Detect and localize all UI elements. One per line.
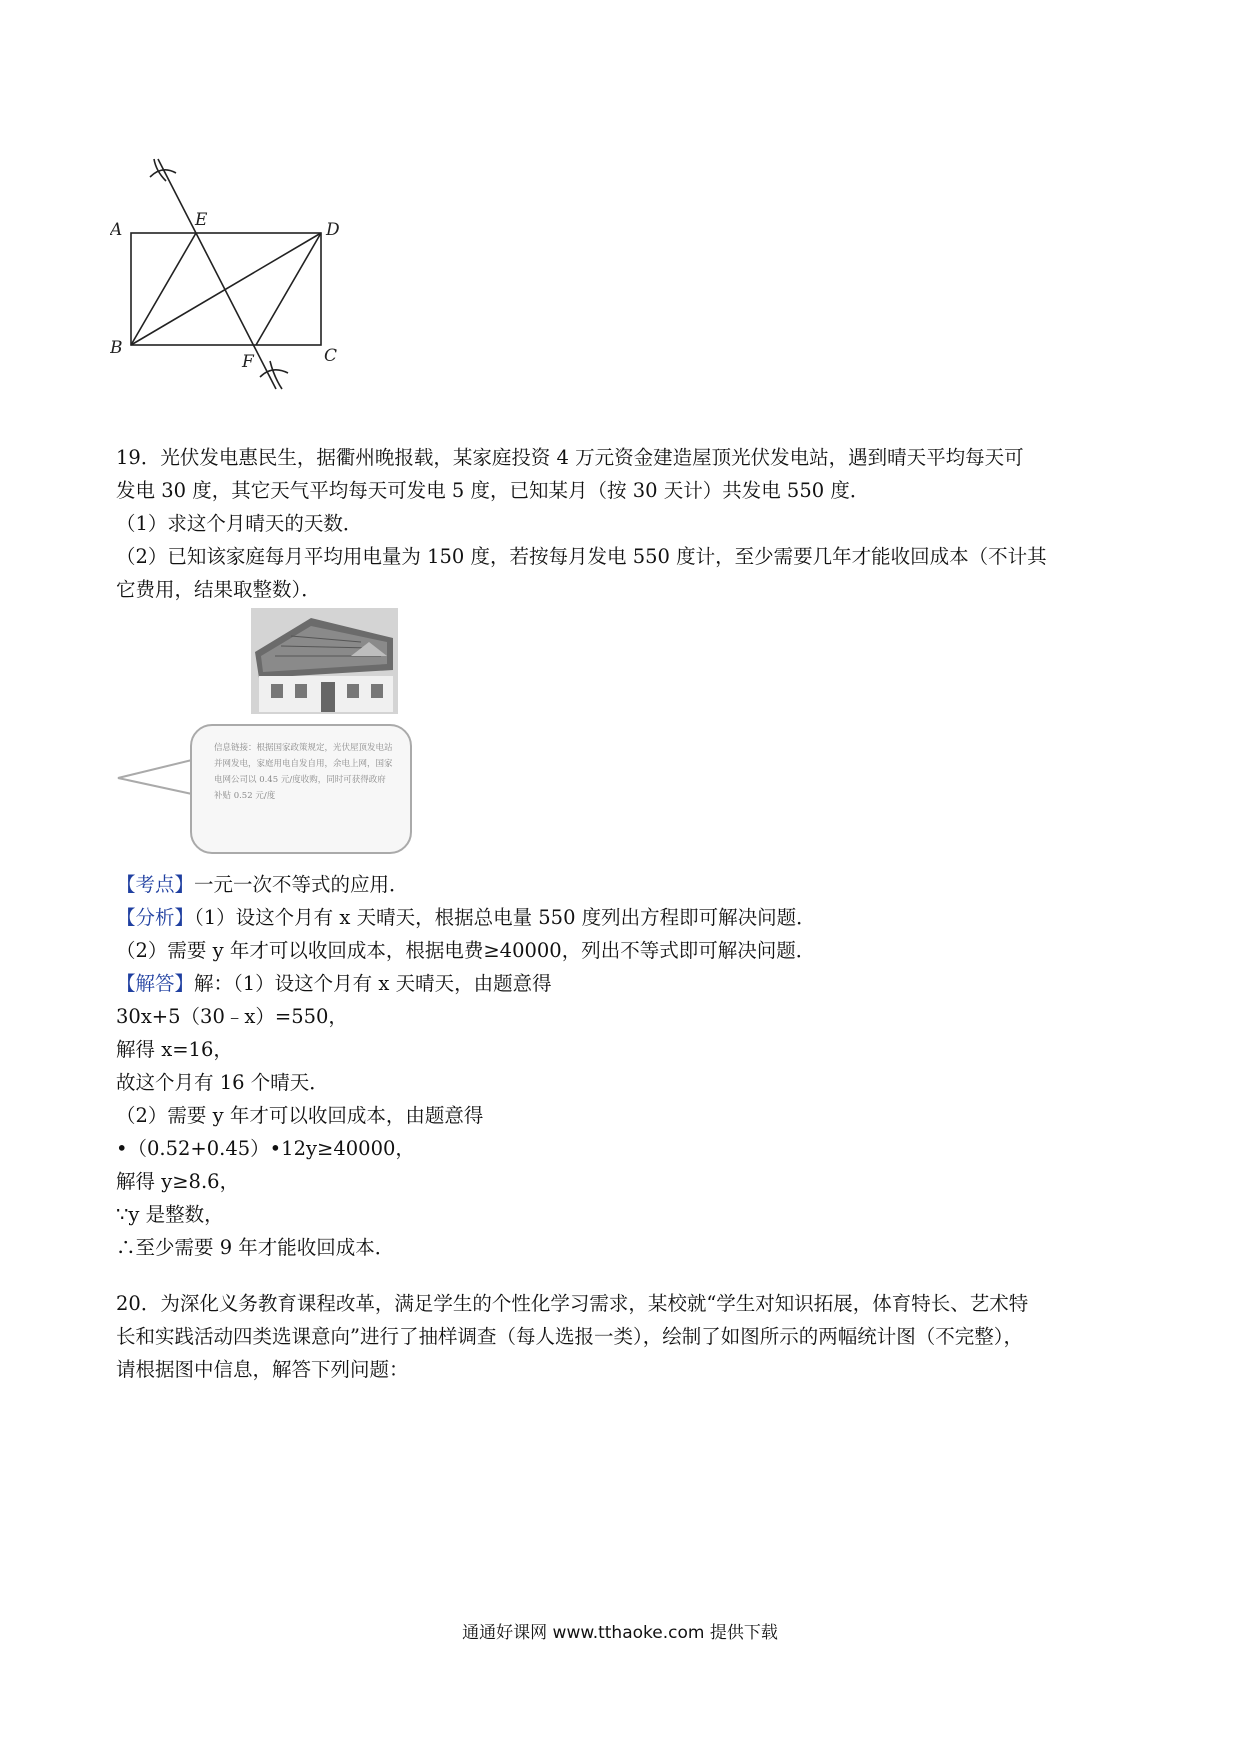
solution-line-7: ∵y 是整数， <box>116 1203 224 1226</box>
solution-line-6: 解得 y≥8.6， <box>116 1170 240 1193</box>
solution-line-4: （2）需要 y 年才可以收回成本，由题意得 <box>116 1104 484 1127</box>
jieda-tag: 【解答】 <box>116 972 195 995</box>
q20-line2: 长和实践活动四类选课意向”进行了抽样调查（每人选报一类），绘制了如图所示的两幅统计图（不完整）， <box>116 1325 1023 1348</box>
q20-line1: 20．为深化义务教育课程改革，满足学生的个性化学习需求，某校就“学生对知识拓展，体育特长、艺术特 <box>116 1292 1029 1315</box>
info-bubble <box>190 724 412 854</box>
kaodian-line <box>116 873 409 897</box>
rectangle-figure <box>110 155 360 405</box>
bisector-line <box>158 159 276 389</box>
label-a: A <box>110 220 123 240</box>
arc-mark-bottom-2 <box>270 361 282 389</box>
solution-line-3: 故这个月有 16 个晴天． <box>116 1071 329 1094</box>
kaodian-tag: 【考点】 <box>116 873 195 896</box>
q19-stem-line1: 19．光伏发电惠民生，据衢州晚报载，某家庭投资 4 万元资金建造屋顶光伏发电站，遇到晴天平均每天可 <box>116 446 1024 469</box>
solution-line-5: •（0.52+0.45）•12y≥40000， <box>116 1137 415 1160</box>
label-f: F <box>242 352 254 372</box>
label-b: B <box>110 338 123 358</box>
q19-stem-line2: 发电 30 度，其它天气平均每天可发电 5 度，已知某月（按 30 天计）共发电 550 度． <box>116 479 870 502</box>
solution-line-2: 解得 x=16， <box>116 1038 233 1061</box>
q19-part1: （1）求这个月晴天的天数． <box>116 512 363 535</box>
label-c: C <box>324 346 338 366</box>
solar-house-photo <box>251 608 398 714</box>
page-footer: 通通好课网 www.tthaoke.com 提供下载 <box>462 1623 778 1643</box>
fenxi-line <box>116 906 816 930</box>
solution-line-8: ∴至少需要 9 年才能收回成本． <box>116 1236 395 1259</box>
q19-part2-line1: （2）已知该家庭每月平均用电量为 150 度，若按每月发电 550 度计，至少需要几年才能收回成本（不计其 <box>116 545 1047 568</box>
jieda-text: 解：（1）设这个月有 x 天晴天，由题意得 <box>194 972 552 995</box>
q19-part2-line2: 它费用，结果取整数）． <box>116 578 321 601</box>
bubble-text: 信息链接：根据国家政策规定，光伏屋顶发电站并网发电，家庭用电自发自用，余电上网，国家电网公司以 0.45 元/度收购，同时可获得政府补贴 0.52 元/度 <box>214 743 393 801</box>
segment-fd <box>256 233 321 345</box>
segment-be <box>131 233 196 345</box>
fenxi-text1: （1）设这个月有 x 天晴天，根据总电量 550 度列出方程即可解决问题． <box>194 906 816 929</box>
label-d: D <box>326 220 340 240</box>
label-e: E <box>195 210 208 230</box>
diagonal-bd <box>131 233 321 345</box>
fenxi-text2: （2）需要 y 年才可以收回成本，根据电费≥40000，列出不等式即可解决问题． <box>116 939 816 962</box>
fenxi-tag: 【分析】 <box>116 906 195 929</box>
q20-line3: 请根据图中信息，解答下列问题： <box>116 1358 409 1381</box>
arc-mark-top <box>150 170 176 177</box>
house-illustration <box>251 608 398 714</box>
solution-line-1: 30x+5（30﹣x）=550， <box>116 1005 348 1028</box>
jieda-line <box>116 972 552 996</box>
kaodian-text: 一元一次不等式的应用． <box>194 873 409 896</box>
